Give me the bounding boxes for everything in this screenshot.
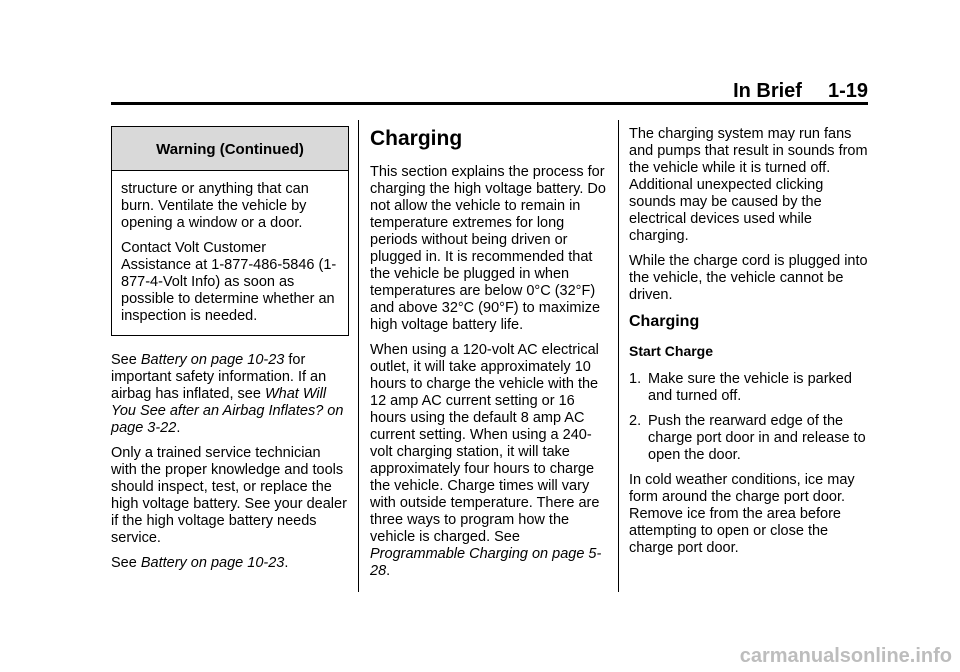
cross-reference-link[interactable]: What Will You See after an Airbag Inflates? on page 3-22 (111, 386, 344, 436)
body-paragraph: See Battery on page 10-23. (111, 555, 289, 571)
body-paragraph: See Battery on page 10-23 for important safety information. If an airbag has inflated, see What Will You See after an Airbag Inflates? on page 3-22. (111, 352, 344, 436)
page-header (733, 80, 868, 103)
column-divider (618, 120, 619, 592)
step-text: Make sure the vehicle is parked and turned off. (648, 371, 852, 404)
header-rule (111, 102, 868, 105)
cross-reference-link[interactable]: Programmable Charging on page 5-28 (370, 546, 602, 579)
step-number: 1. (629, 371, 642, 387)
warning-body (112, 171, 348, 335)
step-number: 2. (629, 413, 642, 429)
procedure-step (629, 371, 869, 405)
warning-paragraph: Contact Volt Customer Assistance at 1-877-486-5846 (1-877-4-Volt Info) as soon as possible to determine whether an inspection is needed. (121, 240, 337, 324)
cross-reference-link[interactable]: Battery on page 10-23 (140, 555, 285, 571)
header-section-title: In Brief (733, 80, 802, 102)
warning-paragraph: structure or anything that can burn. Ventilate the vehicle by opening a window or a door. (121, 181, 309, 231)
middle-column (370, 126, 610, 588)
step-text: Push the rearward edge of the charge port door in and release to open the door. (648, 413, 866, 463)
header-page-number: 1-19 (827, 80, 868, 102)
step-note: In cold weather conditions, ice may form around the charge port door. Remove ice from the area before attempting to open or close the charge port door. (629, 472, 855, 556)
warning-box (111, 126, 349, 336)
procedure-step (629, 413, 869, 464)
body-paragraph: This section explains the process for charging the high voltage battery. Do not allow the vehicle to remain in temperature extremes for long periods without being driven or plugged in. It is recommended that the vehicle be plugged in when temperatures are below 0°C (32°F) and above 32°C (90°F) to maximize high voltage battery life. (370, 164, 606, 333)
cross-reference-link[interactable]: Battery on page 10-23 (140, 352, 285, 368)
body-paragraph: When using a 120-volt AC electrical outlet, it will take approximately 10 hours to charge the vehicle with the 12 amp AC current setting or 16 hours using the default 8 amp AC current setting. When using a 240-volt charging station, it will take approximately four hours to charge the vehicle. Charge times will vary with outside temperature. There are three ways to program how the vehicle is charged. See Programmable Charging on page 5-28. (370, 342, 602, 579)
watermark: carmanualsonline.info (739, 645, 952, 667)
body-paragraph: Only a trained service technician with the proper knowledge and tools should inspect, test, or replace the high voltage battery. See your dealer if the high voltage battery needs service. (111, 445, 347, 546)
warning-title: Warning (Continued) (112, 127, 348, 171)
subheading: Charging (629, 313, 700, 330)
column-divider (358, 120, 359, 592)
body-paragraph: While the charge cord is plugged into the vehicle, the vehicle cannot be driven. (629, 253, 868, 303)
right-column (629, 126, 869, 565)
body-paragraph: The charging system may run fans and pumps that result in sounds from the vehicle while it is turned off. Additional unexpected clicking sounds may be caused by the electrical devices used while charging. (629, 126, 868, 244)
section-heading: Charging (370, 127, 463, 150)
left-column (111, 126, 349, 580)
procedure-heading: Start Charge (629, 343, 714, 359)
